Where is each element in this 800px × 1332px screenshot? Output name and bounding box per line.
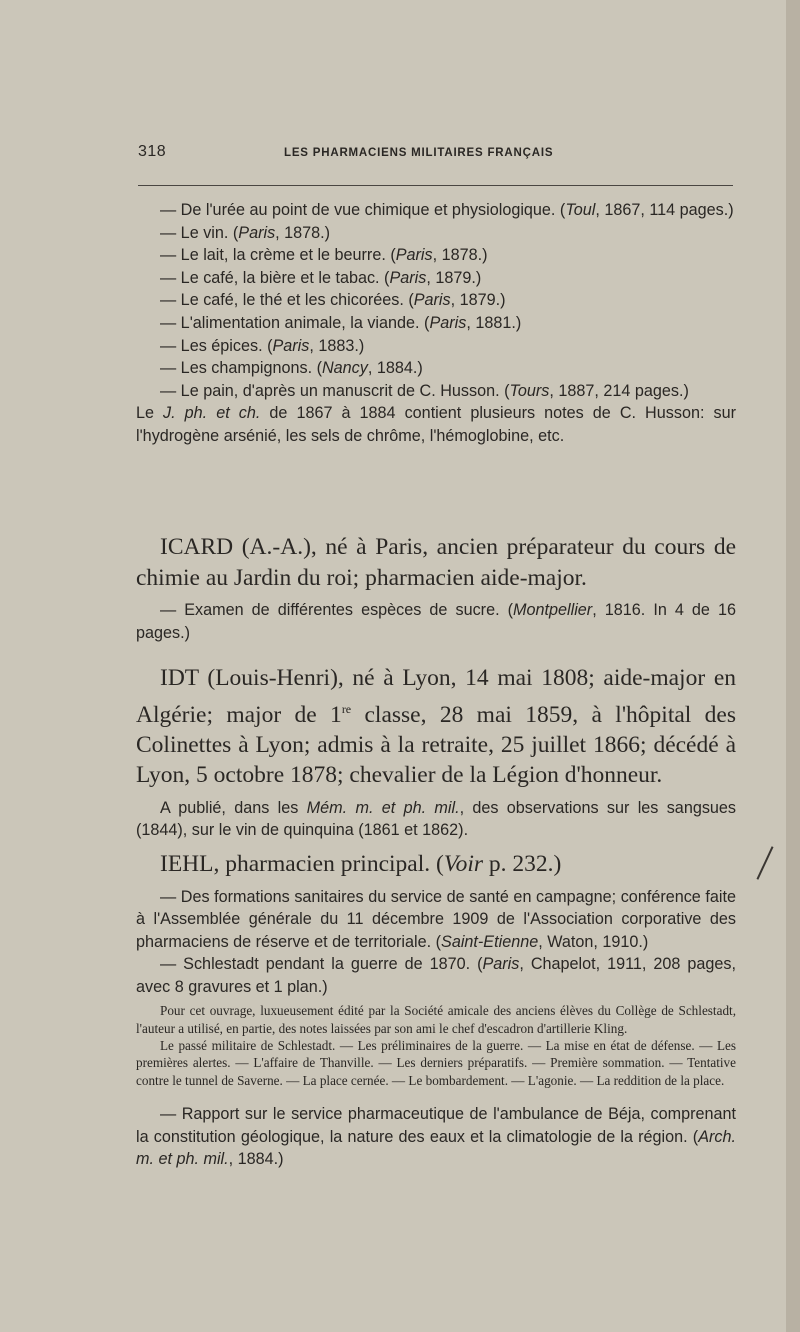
- husson-works: [136, 199, 736, 448]
- idt-heading: IDT (Louis-Henri), né à Lyon, 14 mai 1808; aide-major en Algérie; major de 1re classe, 28 mai 1859, à l'hôpital des Colinettes à Lyon; admis à la retraite, 25 juillet 1866; décédé à Lyon, 5 octobre 1878; chevalier de la Légion d'honneur.: [136, 665, 736, 789]
- husson-work-6: — L'alimentation animale, la viande. (Paris, 1881.): [160, 313, 522, 332]
- iehl-work-1: — Des formations sanitaires du service de santé en campagne; conférence faite à l'Assemblée générale du 11 décembre 1909 de l'Association corporative des pharmaciens de réserve et de territoriale. (Saint-Etienne, Waton, 1910.): [136, 887, 736, 951]
- husson-work-2: — Le vin. (Paris, 1878.): [160, 223, 331, 242]
- entry-icard: [136, 532, 736, 644]
- iehl-small-note-2: Le passé militaire de Schlestadt. — Les préliminaires de la guerre. — La mise en état de défense. — Les premières alertes. — L'affaire de Thanville. — Les derniers préparatifs. — Première sommation. — Tentative contre le tunnel de Saverne. — La place cernée. — Le bombardement. — L'agonie. — La reddition de la place.: [136, 1038, 736, 1088]
- husson-work-5: — Le café, le thé et les chicorées. (Paris, 1879.): [160, 291, 506, 310]
- icard-heading: ICARD (A.-A.), né à Paris, ancien préparateur du cours de chimie au Jardin du roi; pharmacien aide-major.: [136, 534, 736, 591]
- husson-work-9: — Le pain, d'après un manuscrit de C. Husson. (Tours, 1887, 214 pages.): [160, 381, 689, 400]
- running-head: LES PHARMACIENS MILITAIRES FRANÇAIS: [284, 147, 554, 159]
- page-edge-shadow: [786, 0, 800, 1332]
- iehl-small-note-1: Pour cet ouvrage, luxueusement édité par la Société amicale des anciens élèves du Collège de Schlestadt, l'auteur a utilisé, en partie, des notes laissées par son ami le chef d'escadron d'artillerie Kling.: [136, 1003, 736, 1036]
- page-number: 318: [138, 143, 167, 160]
- iehl-work-3: — Rapport sur le service pharmaceutique de l'ambulance de Béja, comprenant la constitution géologique, la nature des eaux et la climatologie de la région. (Arch. m. et ph. mil., 1884.): [136, 1104, 736, 1169]
- husson-work-7: — Les épices. (Paris, 1883.): [160, 336, 365, 355]
- husson-note: Le J. ph. et ch. de 1867 à 1884 contient plusieurs notes de C. Husson: sur l'hydrogène arsénié, les sels de chrôme, l'hémoglobine, etc.: [136, 404, 736, 445]
- husson-work-4: — Le café, la bière et le tabac. (Paris, 1879.): [160, 268, 482, 287]
- margin-pencil-mark: [756, 846, 773, 879]
- entry-iehl: [136, 849, 736, 1171]
- entry-idt: [136, 663, 736, 842]
- idt-note: A publié, dans les Mém. m. et ph. mil., des observations sur les sangsues (1844), sur le vin de quinquina (1861 et 1862).: [136, 798, 737, 840]
- iehl-work-2: — Schlestadt pendant la guerre de 1870. (Paris, Chapelot, 1911, 208 pages, avec 8 gravures et 1 plan.): [136, 955, 736, 996]
- husson-work-1: — De l'urée au point de vue chimique et physiologique. (Toul, 1867, 114 pages.): [160, 201, 734, 219]
- page-header: [138, 143, 733, 167]
- husson-work-8: — Les champignons. (Nancy, 1884.): [160, 359, 423, 378]
- husson-work-3: — Le lait, la crème et le beurre. (Paris, 1878.): [160, 246, 488, 265]
- icard-work: — Examen de différentes espèces de sucre. (Montpellier, 1816. In 4 de 16 pages.): [136, 601, 736, 642]
- iehl-heading: IEHL, pharmacien principal. (Voir p. 232.): [160, 851, 562, 877]
- header-rule: [138, 185, 733, 186]
